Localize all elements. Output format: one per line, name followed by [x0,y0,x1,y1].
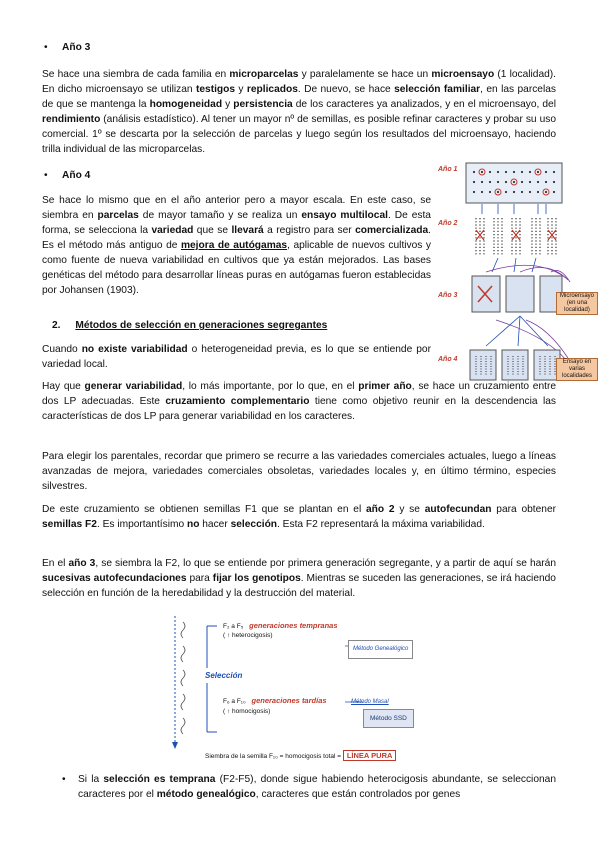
field-ano-2 [476,218,556,256]
bold-run: cruzamiento complementario [165,396,310,407]
bold-run: homogeneidad [149,99,223,110]
bold-run: microensayo [431,69,495,80]
text-run: De este cruzamiento se obtienen semillas F1 que se plantan en el [42,504,366,515]
bold-run: rendimiento [42,114,101,125]
plot-ano-3-a [472,276,500,312]
text-run: . Es el método más antiguo de [42,225,431,251]
paragraph-ano-3 [42,67,556,157]
bold-underline-run: mejora de autógamas [180,240,288,251]
figure-years-svg [436,160,600,390]
block-ano-4-b [502,350,528,380]
text-run: . Es importantísimo [96,519,187,530]
bold-run: comercializada [355,225,429,236]
bold-run: año 2 [365,504,395,515]
linea-pura-badge: LÍNEA PURA [343,750,397,761]
metodo-ssd: Método SSD [363,709,414,728]
bold-run: parcelas [97,210,139,221]
bold-run: selección es temprana [103,774,216,785]
early-gen: F₂ a F₅ generaciones tempranas [223,621,338,630]
bold-run: año 3 [68,558,96,569]
paragraph-no-variabilidad [42,342,431,372]
metodo-masal: Método Masal [351,699,389,705]
text-run: Hay que [42,381,85,392]
text-run: . De nuevo, se hace [297,84,395,95]
fig-row-ano-4: Año 4 [438,356,458,363]
figure-selection-years [436,160,600,390]
bold-run: variedad [151,225,194,236]
fig-row-ano-2: Año 2 [438,220,458,227]
bold-run: semillas F2 [42,519,97,530]
bold-run: persistencia [233,99,293,110]
bold-run: primer año [358,381,412,392]
text-run: o heterogeneidad previa, es lo que se entiende por variedad local. [42,344,431,370]
text-run: . Mientras se suceden las generaciones, se irá haciendo selección en función de la heredabilidad y la destrucción del material. [42,573,556,599]
text-run: y [222,99,234,110]
bullet-seleccion-temprana: • Si la selección es temprana (F2-F5), donde sigue habiendo heterocigosis abundante, se seleccionan caracteres por el método genealógico, caracteres que están controlados por genes [62,774,556,800]
bold-run: microparcelas [229,69,299,80]
arrows-3-4 [486,316,548,346]
bold-run: generar variabilidad [84,381,183,392]
text-run: de los caracteres ya analizados, y en el microensayo, del [292,99,556,110]
generations-svg [165,612,455,767]
text-run: , se hace un cruzamiento entre dos LP adecuadas. Este [42,381,557,407]
bold-run: no [186,519,200,530]
text-run: (F2-F5), donde sigue habiendo heterocigosis abundante, se seleccionan caracteres por el [78,774,556,800]
text-run: y paralelamente se hace un [298,69,432,80]
text-run: (análisis estadístico). Al tener un mayor nº de semillas, es posible refinar caracteres y probar su uso comercial. 1º se descarta por la selección de parcelas y luego según los resultados del microensayo, haciendo trilla individual de las microparcelas. [42,114,556,155]
paragraph-seleccion-temprana [62,772,556,802]
metodo-genealogico: Método Genealógico [348,640,413,659]
bold-run: replicados [246,84,298,95]
text-run: , lo más importante, por lo que, en el [182,381,359,392]
section-number: 2. [52,320,61,331]
late-sub: ( ↑ homocigosis) [223,708,271,715]
section-title: Métodos de selección en generaciones segregantes [75,320,328,331]
bold-run: autofecundan [424,504,492,515]
generations-diagram [165,612,455,767]
text-run: para [186,573,213,584]
bold-run: testigos [195,84,236,95]
bold-run: ensayo multilocal [301,210,388,221]
linea-pura-footer: Siembra de la semilla F₁₀ = homocigosis total = LÍNEA PURA [205,752,396,761]
text-run: . De esta forma, se selecciona la [42,210,431,236]
text-run: , aplicable de nuevos cultivos y como fuente de nueva variabilidad en cultivos que ya están mejorados. Las bases genéticas del método para desarrollar líneas puras en autógamas fueron establecidas por Johansen (1903). [42,240,432,296]
bold-run: sucesivas autofecundaciones [42,573,187,584]
bold-run: método genealógico [156,789,256,800]
text-run: En el [42,558,69,569]
text-run: tiene como objetivo reunir en la descendencia las características de dos LP para generar variabilidad en los caracteres. [42,396,557,422]
text-run: y se [394,504,425,515]
bold-run: llevará [231,225,264,236]
text-run: Para elegir los parentales, recordar que primero se recurre a las variedades comerciales actuales, luego a líneas avanzadas de mejora, variedades comerciales obsoletas, variedades locales y, en último término, especies silvestres. [42,451,556,492]
paragraph-ano-4 [42,193,431,298]
bold-run: selección familiar [394,84,481,95]
text-run: y [235,84,247,95]
text-run: , se siembra la F2, lo que se entiende por primera generación segregante, y a partir de aquí se harán [95,558,556,569]
paragraph-cruzamiento-f1 [42,502,556,532]
fig-row-ano-3: Año 3 [438,292,458,299]
fig-row-ano-1: Año 1 [438,166,458,173]
timeline-arrowhead [172,742,178,749]
paragraph-generar-variabilidad [42,379,556,424]
plot-ano-3-b [506,276,534,312]
section-2-heading [52,318,327,333]
text-run: Se hace una siembra de cada familia en [42,69,230,80]
text-run: . Esta F2 representará la máxima variabilidad. [277,519,485,530]
note-microensayo: Microensayo (en una localidad) [556,292,598,315]
text-run: a registro para ser [263,225,356,236]
bold-run: no existe variabilidad [81,344,188,355]
late-gen: F₆ a F₁₀ generaciones tardías [223,696,327,705]
text-run: Si la [78,774,104,785]
paragraph-ano-3-f2 [42,556,556,601]
bold-run: fijar los genotipos [212,573,301,584]
text-run: , en las parcelas de que se mantenga la [42,84,556,110]
early-sub: ( ↑ heterocigosis) [223,632,273,639]
heading-ano-4: • Año 4 [62,168,90,183]
heading-ano-3: • Año 3 [62,40,90,55]
bold-run: selección [230,519,278,530]
seleccion-label: Selección [203,668,244,683]
text-run: hacer [199,519,231,530]
note-ensayo-varias: Ensayo en varias localidades [556,358,598,381]
text-run: , caracteres que están controlados por genes [255,789,461,800]
arrows-1-2 [482,204,546,214]
block-ano-4-a [470,350,496,380]
text-run: Se hace lo mismo que en el año anterior pero a mayor escala. En este caso, se siembra en [42,195,431,221]
text-run: de mayor tamaño y se realiza un [138,210,302,221]
text-run: que se [193,225,232,236]
plant-icons [181,622,185,734]
text-run: Cuando [42,344,82,355]
text-run: para obtener [491,504,556,515]
paragraph-parentales [42,449,556,494]
text-run: (1 localidad). En dicho microensayo se utilizan [42,69,557,95]
